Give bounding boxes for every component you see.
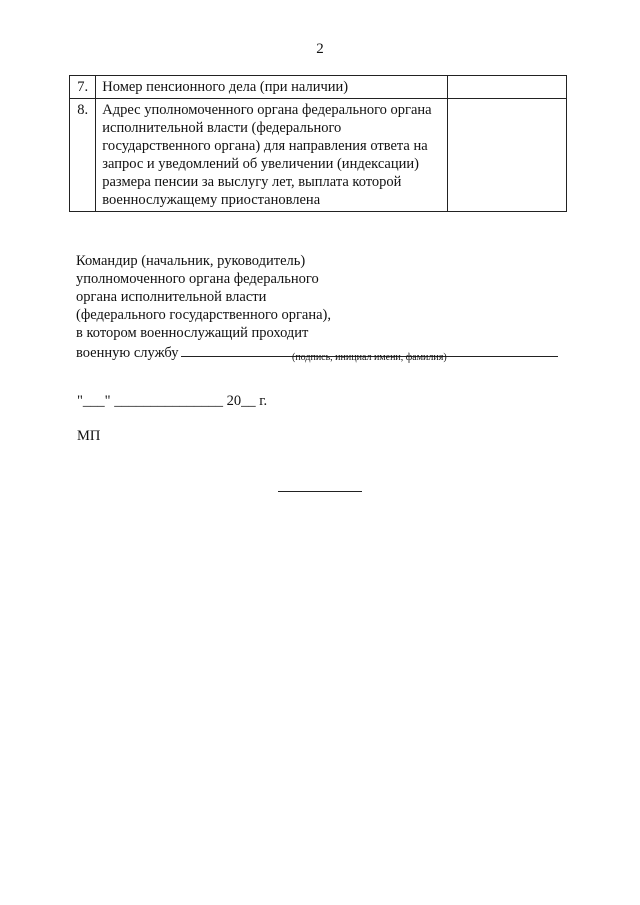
end-divider xyxy=(278,491,362,492)
row-value xyxy=(447,76,566,99)
signature-line: уполномоченного органа федерального xyxy=(76,271,319,287)
signature-line-prefix: военную службу xyxy=(76,345,179,361)
signature-block xyxy=(76,252,558,362)
row-label: Номер пенсионного дела (при наличии) xyxy=(96,76,448,99)
date-line: "___" _______________ 20__ г. xyxy=(77,393,268,409)
fields-table xyxy=(69,75,567,212)
signature-line: в котором военнослужащий проходит xyxy=(76,325,309,341)
signature-line: (федерального государственного органа), xyxy=(76,307,331,323)
table-row xyxy=(70,99,567,212)
page-number: 2 xyxy=(316,41,324,57)
signature-caption: (подпись, инициал имени, фамилия) xyxy=(292,352,447,363)
row-number: 7. xyxy=(70,76,96,99)
row-value xyxy=(447,99,566,212)
table-row xyxy=(70,76,567,99)
row-label: Адрес уполномоченного органа федерального органа исполнительной власти (федерального государственного органа) для направления ответа на запрос и уведомлений об увеличении (индексации) размера пенсии за выслугу лет, выплата которой военнослужащему приостановлена xyxy=(96,99,448,212)
row-number: 8. xyxy=(70,99,96,212)
signature-line: Командир (начальник, руководитель) xyxy=(76,253,306,269)
signature-line: органа исполнительной власти xyxy=(76,289,267,305)
stamp-place: МП xyxy=(77,428,101,444)
